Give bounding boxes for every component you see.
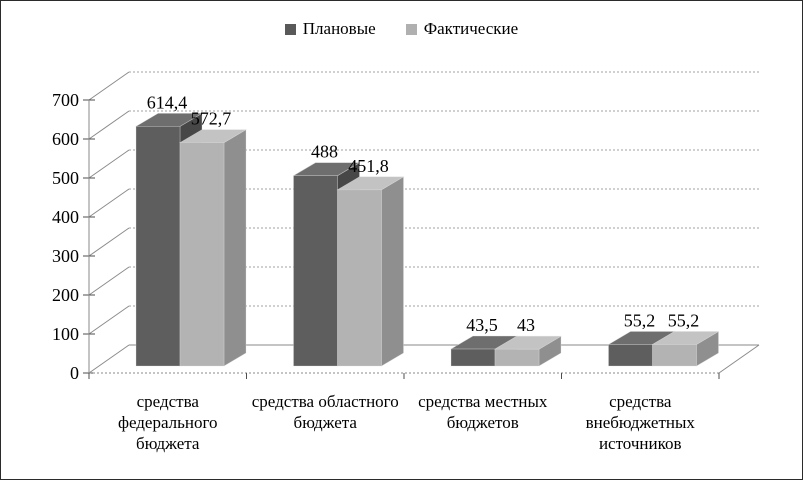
bar-value-label: 572,7	[190, 108, 232, 129]
bar-1-0	[180, 130, 246, 366]
y-axis-label: 500	[52, 168, 79, 188]
bar-front-face	[180, 143, 224, 366]
bar-value-label: 43	[517, 315, 535, 336]
bar-front-face	[294, 176, 338, 366]
side-wall-diagonal	[89, 111, 129, 139]
side-wall-diagonal	[89, 345, 129, 373]
category-label: средства внебюджетных источников	[585, 392, 695, 453]
bar-value-label: 614,4	[146, 92, 188, 113]
bar-front-face	[136, 126, 180, 366]
category-label: средства федерального бюджета	[117, 392, 218, 453]
bar-1-1	[338, 177, 404, 366]
floor-right-diagonal	[719, 345, 759, 373]
bar-side-face	[224, 130, 246, 366]
bar-value-label: 55,2	[667, 310, 700, 331]
side-wall-diagonal	[89, 306, 129, 334]
legend-label-actual: Фактические	[423, 19, 519, 38]
bar-front-face	[451, 349, 495, 366]
y-axis-label: 600	[52, 129, 79, 149]
bar-value-label: 488	[311, 141, 338, 162]
bar-value-label: 55,2	[623, 310, 656, 331]
side-wall-diagonal	[89, 150, 129, 178]
category-label: средства областного бюджета	[251, 392, 399, 432]
bar-value-label: 43,5	[466, 315, 498, 336]
y-axis-label: 0	[70, 363, 79, 383]
bar-front-face	[609, 344, 653, 366]
y-axis-label: 700	[52, 90, 79, 110]
bar-side-face	[382, 177, 404, 366]
y-axis-label: 200	[52, 285, 79, 305]
legend-label-planned: Плановые	[302, 19, 376, 38]
y-axis-label: 100	[52, 324, 79, 344]
bar-front-face	[653, 344, 697, 366]
side-wall-diagonal	[89, 72, 129, 100]
bar-front-face	[495, 349, 539, 366]
side-wall-diagonal	[89, 267, 129, 295]
side-wall-diagonal	[89, 189, 129, 217]
bar-value-label: 451,8	[348, 155, 389, 176]
y-axis-label: 400	[52, 207, 79, 227]
bar-front-face	[338, 190, 382, 366]
side-wall-diagonal	[89, 228, 129, 256]
category-label: средства местных бюджетов	[418, 392, 548, 432]
y-axis-label: 300	[52, 246, 79, 266]
